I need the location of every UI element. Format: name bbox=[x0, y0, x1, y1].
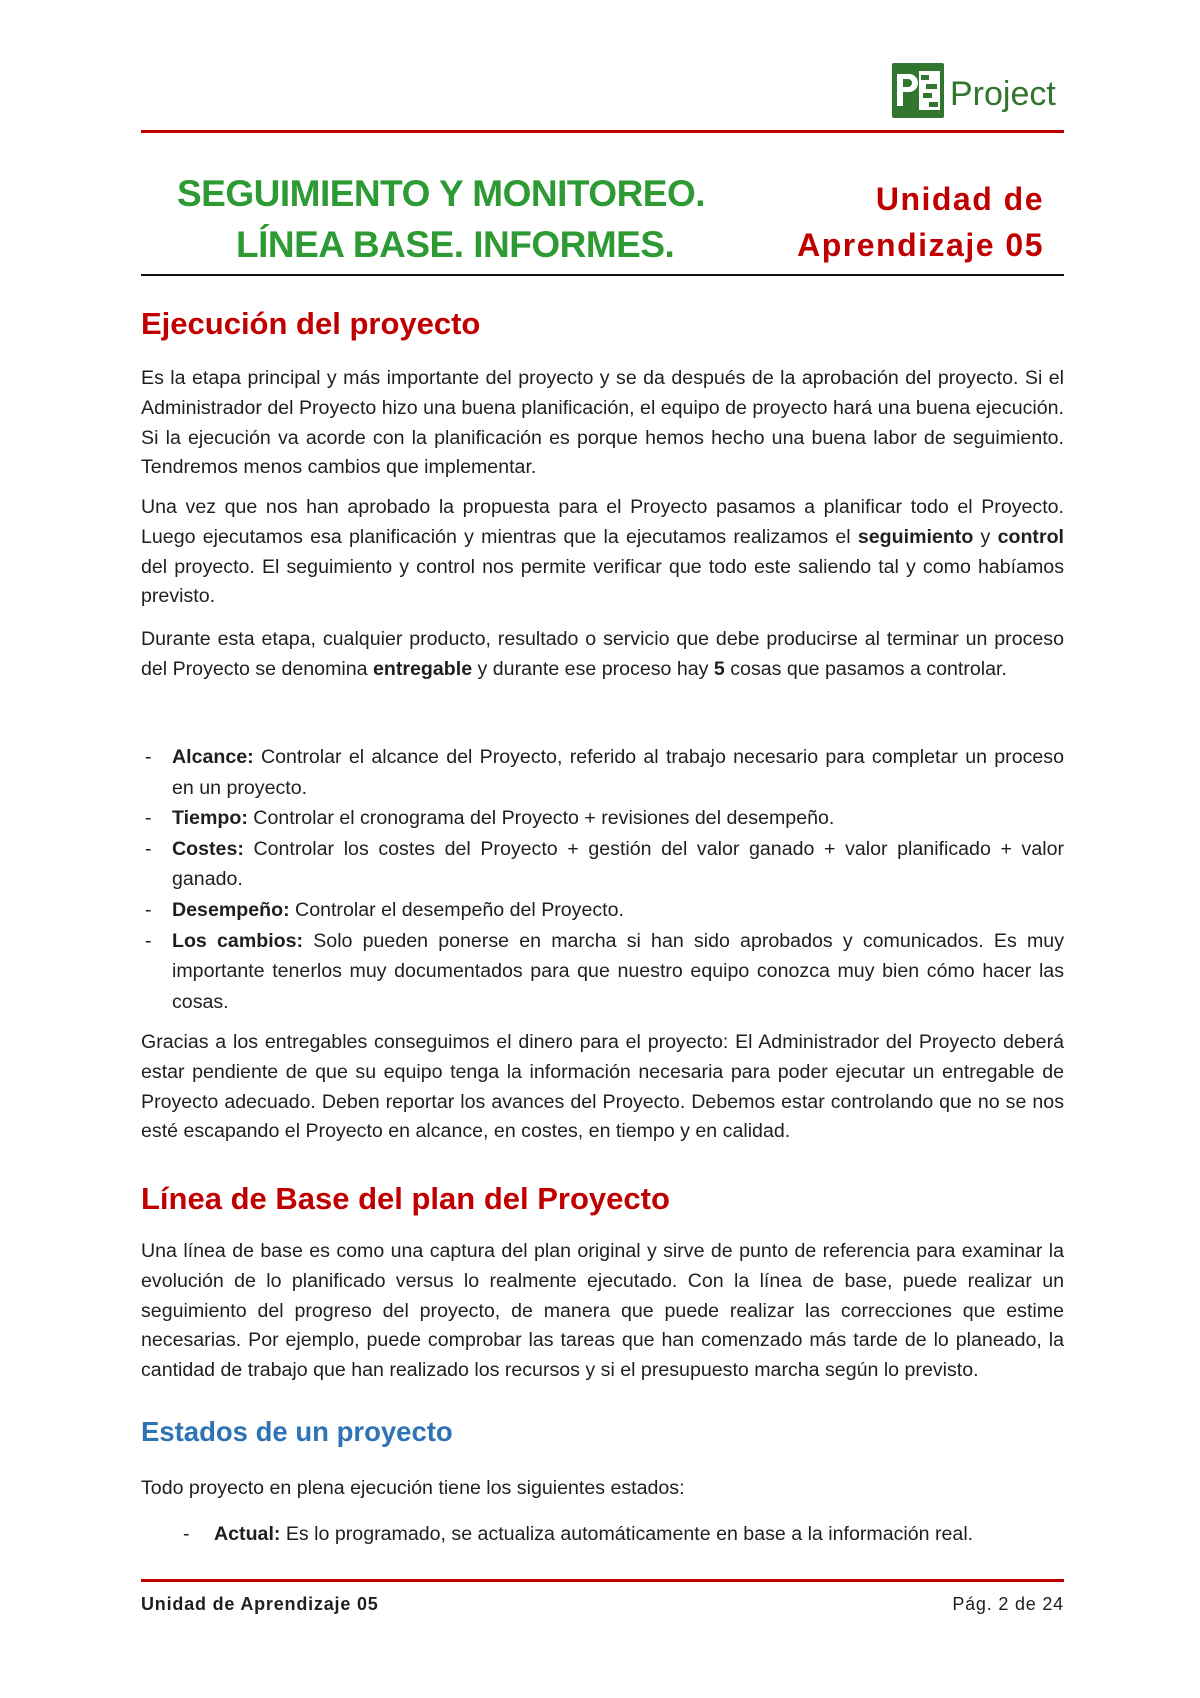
list-item bbox=[141, 895, 1064, 926]
list-item-term: Costes: bbox=[172, 837, 244, 860]
footer-rule bbox=[141, 1579, 1064, 1582]
project-states-list bbox=[141, 1519, 1064, 1550]
page-title-line-1: SEGUIMIENTO Y MONITOREO. bbox=[177, 173, 706, 214]
text-run: Una vez que nos han aprobado la propuesta para el Proyecto pasamos a planificar todo el Proyecto. Luego ejecutamos esa planificación y mientras que la ejecutamos realizamos el bbox=[141, 496, 1064, 548]
list-dash: - bbox=[183, 1523, 190, 1545]
list-item bbox=[141, 742, 1064, 803]
paragraph: Es la etapa principal y más importante del proyecto y se da después de la aprobación del proyecto. Si el Administrador del Proyecto hizo una buena planificación, el equipo de proyecto hará una buena ejecución. Si la ejecución va acorde con la planificación es porque hemos hecho una buena labor de seguimiento. Tendremos menos cambios que implementar. bbox=[141, 367, 1064, 479]
bold-term: entregable bbox=[373, 657, 473, 680]
subsection-heading-estados: Estados de un proyecto bbox=[141, 1416, 453, 1447]
header-top-rule bbox=[141, 130, 1064, 133]
bold-term: seguimiento bbox=[857, 525, 974, 548]
text-run: cosas que pasamos a controlar. bbox=[724, 657, 1007, 680]
paragraph bbox=[141, 493, 1064, 612]
list-item-text: Controlar el desempeño del Proyecto. bbox=[289, 898, 624, 921]
list-item bbox=[141, 803, 1064, 834]
text-run: y durante ese proceso hay bbox=[472, 657, 714, 680]
text-run: y bbox=[973, 525, 998, 548]
list-dash: - bbox=[145, 898, 152, 921]
list-item bbox=[141, 926, 1064, 1018]
paragraph bbox=[141, 625, 1064, 685]
paragraph: Gracias a los entregables conseguimos el dinero para el proyecto: El Administrador del Proyecto deberá estar pendiente de que su equipo tenga la información necesaria para poder ejecutar un entregable de Proyecto adecuado. Deben reportar los avances del Proyecto. Debemos estar controlando que no se nos esté escapando el Proyecto en alcance, en costes, en tiempo y en calidad. bbox=[141, 1031, 1064, 1143]
list-item-text: Controlar el cronograma del Proyecto + revisiones del desempeño. bbox=[247, 807, 835, 830]
list-item-term: Tiempo: bbox=[172, 807, 248, 830]
list-dash: - bbox=[145, 929, 152, 952]
unit-label-line-1: Unidad de bbox=[875, 181, 1044, 217]
logo-text: Project bbox=[950, 75, 1056, 113]
footer-unit-label: Unidad de Aprendizaje 05 bbox=[141, 1594, 379, 1614]
text-run: Durante esta etapa, cualquier producto, resultado o servicio que debe producirse al terminar un proceso del Proyecto se denomina bbox=[141, 628, 1064, 680]
list-item-term: Desempeño: bbox=[172, 898, 290, 921]
ms-project-logo-icon bbox=[892, 63, 944, 118]
list-dash: - bbox=[145, 837, 152, 860]
list-item-term: Los cambios: bbox=[172, 929, 304, 952]
list-item-term: Actual: bbox=[214, 1523, 281, 1545]
paragraph: Una línea de base es como una captura del plan original y sirve de punto de referencia para examinar la evolución de lo planificado versus lo realmente ejecutado. Con la línea de base, puede realizar un seguimiento del progreso del proyecto, de manera que puede realizar las correcciones que estime necesarias. Por ejemplo, puede comprobar las tareas que han comenzado más tarde de lo planeado, la cantidad de trabajo que han realizado los recursos y si el presupuesto marcha según lo previsto. bbox=[141, 1240, 1064, 1382]
list-item bbox=[141, 1519, 1064, 1550]
list-dash: - bbox=[145, 807, 152, 830]
section-heading-ejecucion: Ejecución del proyecto bbox=[141, 306, 481, 341]
list-item-text: Controlar el alcance del Proyecto, referido al trabajo necesario para completar un proceso en un proyecto. bbox=[172, 746, 1064, 799]
text-run: del proyecto. El seguimiento y control nos permite verificar que todo este saliendo tal y como habíamos previsto. bbox=[141, 555, 1064, 608]
list-item-text: Es lo programado, se actualiza automáticamente en base a la información real. bbox=[280, 1523, 974, 1545]
list-item-text: Controlar los costes del Proyecto + gestión del valor ganado + valor planificado + valor ganado. bbox=[172, 837, 1064, 891]
section-heading-linea-base: Línea de Base del plan del Proyecto bbox=[141, 1181, 670, 1216]
control-areas-list bbox=[141, 742, 1064, 1017]
list-item-text: Solo pueden ponerse en marcha si han sido aprobados y comunicados. Es muy importante tenerlos muy documentados para que nuestro equipo conozca muy bien cómo hacer las cosas. bbox=[172, 929, 1064, 1013]
bold-term: control bbox=[997, 525, 1064, 548]
list-item bbox=[141, 834, 1064, 895]
bold-term: 5 bbox=[713, 657, 725, 680]
page-title-line-2: LÍNEA BASE. INFORMES. bbox=[236, 224, 675, 265]
list-dash: - bbox=[145, 746, 152, 768]
list-item-term: Alcance: bbox=[172, 746, 254, 768]
title-divider-rule bbox=[141, 274, 1064, 276]
unit-label-line-2: Aprendizaje 05 bbox=[797, 227, 1044, 263]
paragraph: Todo proyecto en plena ejecución tiene los siguientes estados: bbox=[141, 1477, 685, 1499]
footer-page-number: Pág. 2 de 24 bbox=[952, 1594, 1064, 1614]
